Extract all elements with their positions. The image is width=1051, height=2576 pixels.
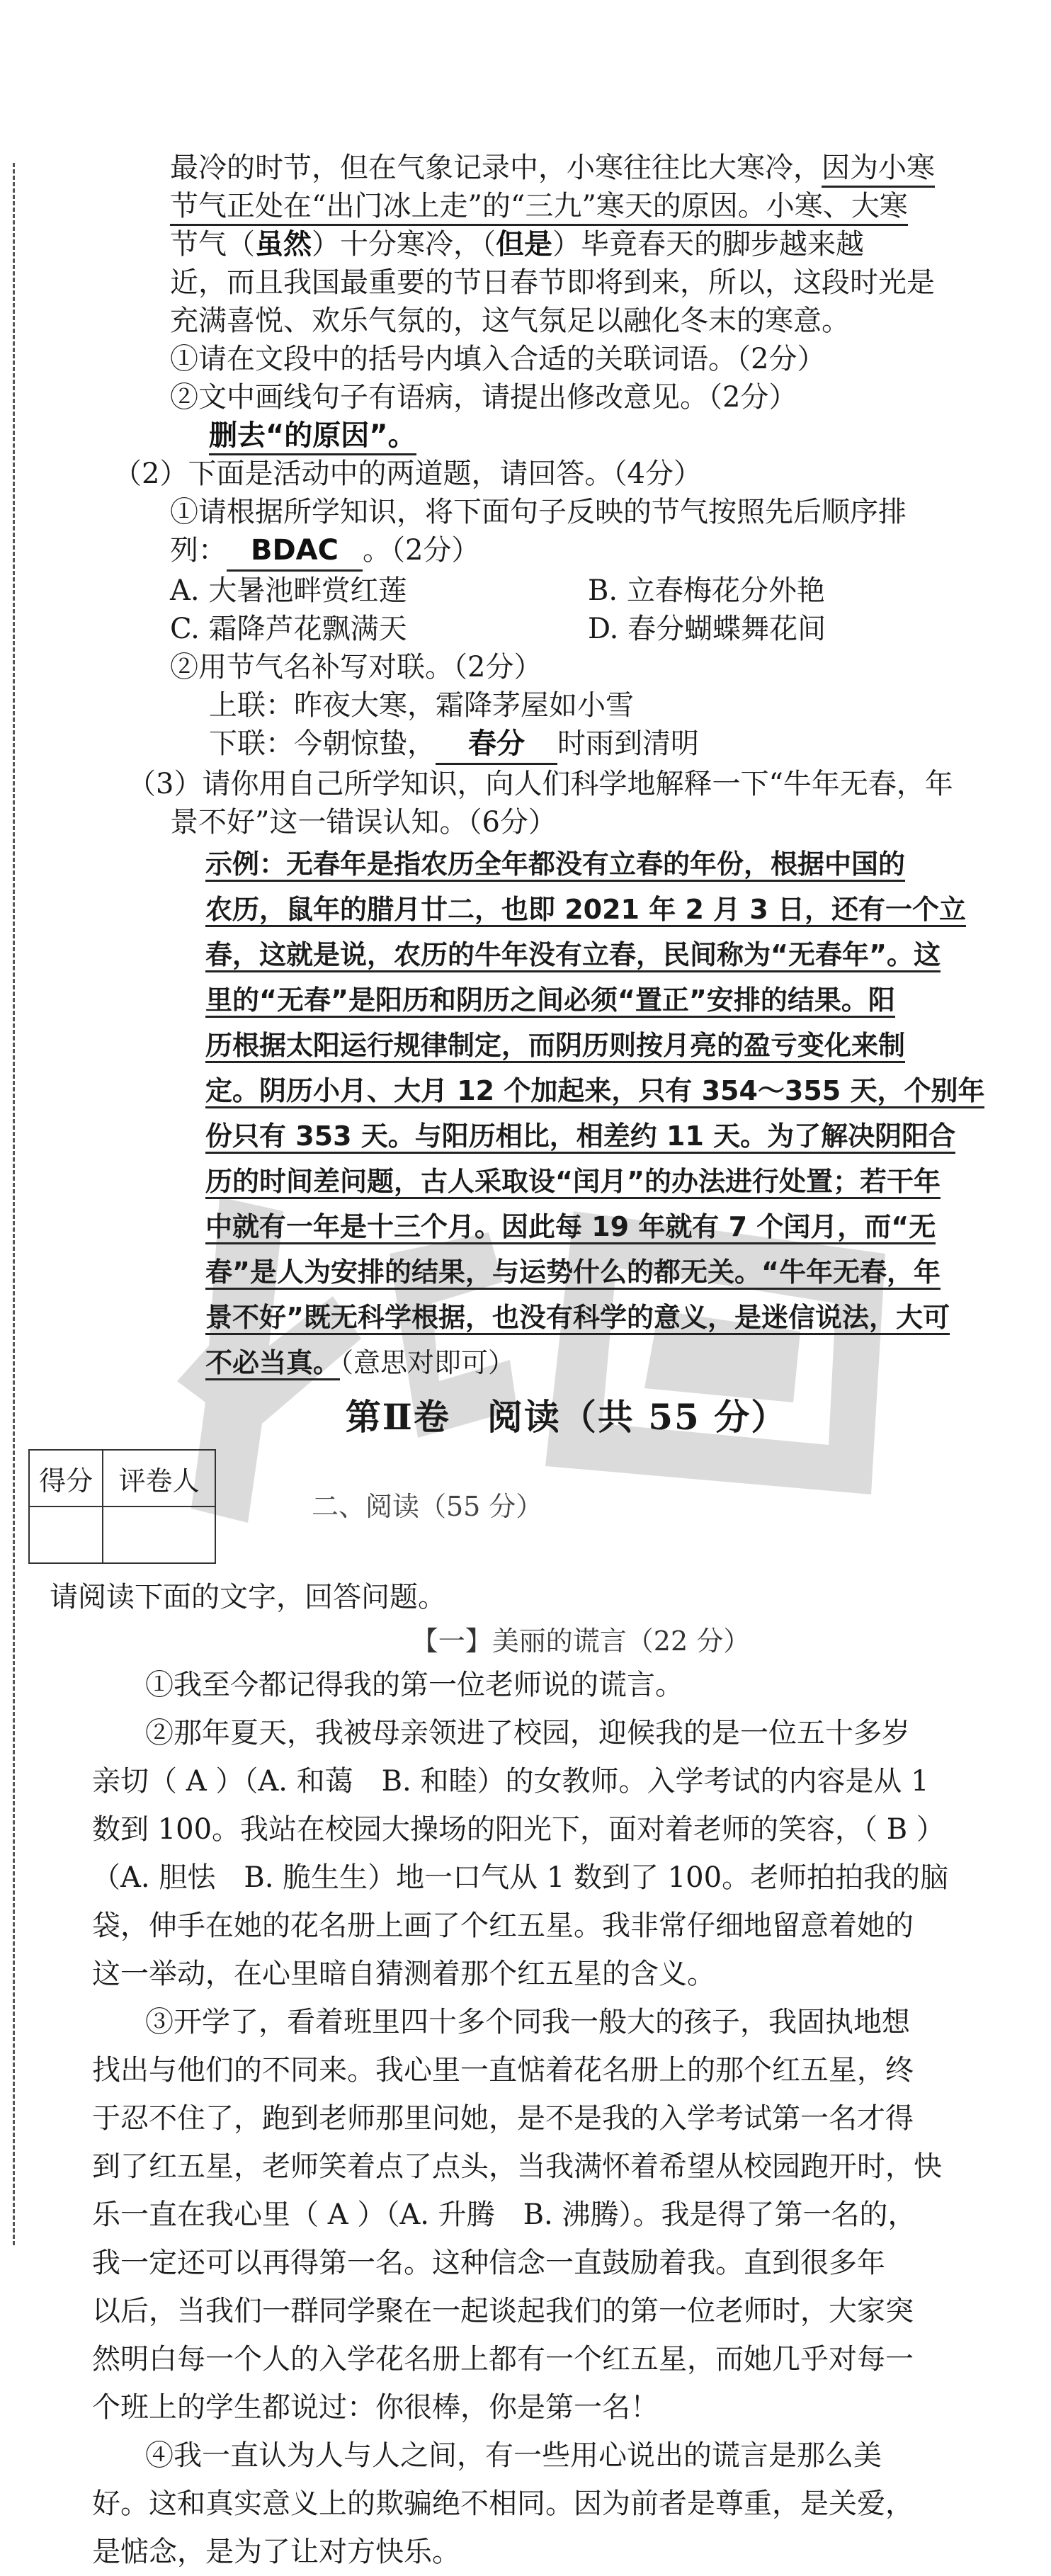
option-c: C. 霜降芦花飘满天 — [170, 613, 407, 645]
passage-line: 到了红五星，老师笑着点了点头，当我满怀着希望从校园跑开时，快 — [92, 2150, 942, 2183]
section-label: 二、阅读（55 分） — [312, 1491, 543, 1522]
answer-blank-order: BDAC — [227, 531, 363, 572]
passage-line: ④我一直认为人与人之间，有一些用心说出的谎言是那么美 — [145, 2439, 882, 2472]
q1-sub-answer-2: 删去“的原因”。 — [78, 416, 1027, 455]
q2-options-row-2 — [78, 610, 1027, 648]
passage-line: 个班上的学生都说过：你很棒，你是第一名！ — [92, 2391, 659, 2424]
q3-answer-line: 里的“无春”是阳历和阴历之间必须“置正”安排的结果。阳 — [78, 977, 1027, 1023]
q3-answer-line: 春，这就是说，农历的牛年没有立春，民间称为“无春年”。这 — [78, 932, 1027, 977]
score-cell[interactable] — [29, 1507, 103, 1563]
passage-line: 乐一直在我心里（ A ）（A. 升腾 B. 沸腾）。我是得了第一名的， — [92, 2198, 916, 2231]
q3-answer-block — [78, 841, 1027, 1385]
passage-line: 袋，伸手在她的花名册上画了个红五星。我非常仔细地留意着她的 — [92, 1910, 914, 1942]
score-table — [28, 1449, 216, 1564]
q3-answer-line: 份只有 353 天。与阳历相比，相差约 11 天。为了解决阴阳合 — [78, 1113, 1027, 1159]
passage-line: 然明白每一个人的入学花名册上都有一个红五星，而她几乎对每一 — [92, 2343, 914, 2376]
passage-line: ①我至今都记得我的第一位老师说的谎言。 — [145, 1669, 683, 1701]
passage-line: 好。这和真实意义上的欺骗绝不相同。因为前者是尊重，是关爱， — [92, 2487, 914, 2520]
q3-answer-line: 景不好”既无科学根据，也没有科学的意义，是迷信说法，大可 — [78, 1295, 1027, 1340]
reading-intro: 请阅读下面的文字，回答问题。 — [50, 1581, 446, 1613]
answer-blank-2: 但是 — [496, 228, 552, 261]
q1-line-4: 近，而且我国最重要的节日春节即将到来，所以，这段时光是 — [170, 266, 935, 299]
q2-options-row-1 — [78, 572, 1027, 610]
volume-title: 第Ⅱ卷 阅读（共 55 分） — [345, 1396, 788, 1438]
q2-sub-question-1-cont: 列： BDAC 。（2分） — [78, 531, 1027, 572]
q1-line-3: 节气（虽然）十分寒冷，（但是）毕竟春天的脚步越来越 — [170, 228, 864, 261]
passage-title: 【一】美丽的谎言（22 分） — [411, 1625, 751, 1657]
q1-line-2: 节气正处在“出门冰上走”的“三九”寒天的原因。小寒、大寒 — [78, 187, 1027, 225]
q3-answer-line: 中就有一年是十三个月。因此每 19 年就有 7 个闰月，而“无 — [78, 1204, 1027, 1249]
passage-line: 我一定还可以再得第一名。这种信念一直鼓励着我。直到很多年 — [92, 2247, 885, 2279]
passage-line: ③开学了，看着班里四十多个同我一般大的孩子，我固执地想 — [145, 2006, 910, 2038]
passage-line: 数到 100。我站在校园大操场的阳光下，面对着老师的笑容，（ B ） — [92, 1813, 945, 1846]
q3-title-1: （3）请你用自己所学知识，向人们科学地解释一下“牛年无春，年 — [127, 768, 953, 800]
underlined-sentence: 因为小寒 — [822, 152, 935, 188]
q1-line-1: 最冷的时节，但在气象记录中，小寒往往比大寒冷，因为小寒 — [78, 149, 1027, 187]
score-area — [38, 1449, 1027, 1573]
q3-answer-line: 定。阴历小月、大月 12 个加起来，只有 354～355 天，个别年 — [78, 1068, 1027, 1113]
option-b: B. 立春梅花分外艳 — [588, 574, 825, 607]
q3-answer-line: 历的时间差问题，古人采取设“闰月”的办法进行处置；若干年 — [78, 1159, 1027, 1204]
q3-answer-line: 历根据太阳运行规律制定，而阴历则按月亮的盈亏变化来制 — [78, 1023, 1027, 1068]
q2-sub-question-2: ②用节气名补写对联。（2分） — [170, 651, 542, 683]
passage-line: ②那年夏天，我被母亲领进了校园，迎候我的是一位五十多岁 — [145, 1717, 910, 1749]
couplet-up: 上联：昨夜大寒，霜降茅屋如小雪 — [209, 689, 634, 722]
option-a: A. 大暑池畔赏红莲 — [170, 574, 407, 607]
q2-title: （2）下面是活动中的两道题，请回答。（4分） — [113, 458, 702, 490]
answer-blank-couplet: 春分 — [436, 725, 557, 765]
passage-line: 亲切（ A ）（A. 和蔼 B. 和睦）的女教师。入学考试的内容是从 1 — [92, 1765, 929, 1798]
answer-blank-1: 虽然 — [255, 228, 312, 261]
q1-sub-question-1: ①请在文段中的括号内填入合适的关联词语。（2分） — [170, 343, 826, 375]
passage-line: 是惦念，是为了让对方快乐。 — [92, 2536, 460, 2568]
document-page — [38, 149, 1027, 2576]
q1-line-5: 充满喜悦、欢乐气氛的，这气氛足以融化冬末的寒意。 — [170, 305, 850, 337]
couplet-down: 下联：今朝惊蛰， 春分 时雨到清明 — [78, 725, 1027, 765]
grader-cell[interactable] — [103, 1507, 215, 1563]
q3-answer-line: 示例：无春年是指农历全年都没有立春的年份，根据中国的 — [78, 841, 1027, 887]
passage-body — [78, 1661, 1027, 2576]
option-d: D. 春分蝴蝶舞花间 — [588, 613, 826, 645]
q2-sub-question-1: ①请根据所学知识，将下面句子反映的节气按照先后顺序排 — [170, 496, 907, 528]
binding-dashed-line — [13, 163, 15, 2245]
passage-line: 找出与他们的不同来。我心里一直惦着花名册上的那个红五星，终 — [92, 2054, 914, 2087]
q3-answer-line-last: 不必当真。（意思对即可） — [78, 1340, 1027, 1385]
grader-header: 评卷人 — [103, 1450, 215, 1507]
q3-answer-line: 农历，鼠年的腊月廿二，也即 2021 年 2 月 3 日，还有一个立 — [78, 887, 1027, 932]
passage-line: 于忍不住了，跑到老师那里问她，是不是我的入学考试第一名才得 — [92, 2102, 914, 2135]
q1-sub-question-2: ②文中画线句子有语病，请提出修改意见。（2分） — [170, 381, 797, 414]
score-header: 得分 — [29, 1450, 103, 1507]
passage-line: 这一举动，在心里暗自猜测着那个红五星的含义。 — [92, 1958, 715, 1990]
q3-title-2: 景不好”这一错误认知。（6分） — [170, 806, 557, 839]
passage-line: （A. 胆怯 B. 脆生生）地一口气从 1 数到了 100。老师拍拍我的脑 — [92, 1861, 949, 1894]
passage-line: 以后，当我们一群同学聚在一起谈起我们的第一位老师时，大家突 — [92, 2295, 914, 2327]
q3-answer-line: 春”是人为安排的结果，与运势什么的都无关。“牛年无春，年 — [78, 1249, 1027, 1295]
